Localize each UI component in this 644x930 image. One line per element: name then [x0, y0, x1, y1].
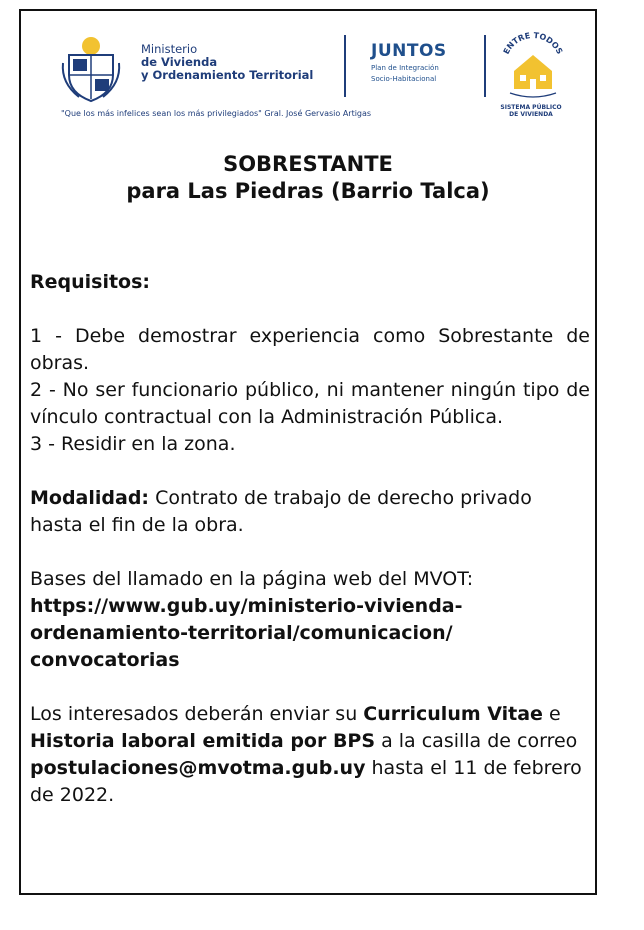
juntos-logo — [371, 41, 447, 83]
title-line-2: para Las Piedras (Barrio Talca) — [126, 179, 490, 203]
requisito-3: 3 - Residir en la zona. — [30, 433, 236, 455]
sistema-line-2: DE VIVIENDA — [509, 111, 553, 118]
requisito-2: 2 - No ser funcionario público, ni mantener ningún tipo de vínculo contractual con la Administración Pública. — [30, 379, 590, 428]
ministry-line-2: de Vivienda — [141, 55, 218, 69]
logo-divider — [344, 35, 346, 97]
svg-text:ENTRE TODOS — [502, 31, 565, 56]
ad-frame — [19, 9, 597, 895]
entre-todos-houses-icon — [498, 31, 568, 101]
requisito-1: 1 - Debe demostrar experiencia como Sobrestante de obras. — [30, 325, 590, 374]
sistema-publico-label — [491, 104, 571, 118]
interesados-part-4: hasta el 11 de febrero de 2022. — [30, 757, 582, 806]
bases-url-line-3[interactable]: convocatorias — [30, 649, 180, 671]
ad-body — [30, 269, 590, 809]
bases-url-line-1[interactable]: https://www.gub.uy/ministerio-vivienda- — [30, 595, 463, 617]
bases-url-line-2[interactable]: ordenamiento-territorial/comunicacion/ — [30, 622, 453, 644]
historia-laboral-label: Historia laboral emitida por BPS — [30, 730, 376, 752]
entre-todos-label: ENTRE TODOS — [501, 31, 565, 56]
interesados-paragraph — [30, 701, 590, 809]
juntos-subtitle-2: Socio-Habitacional — [371, 75, 437, 83]
ad-title — [21, 151, 595, 205]
modalidad-paragraph — [30, 485, 590, 539]
sistema-line-1: SISTEMA PÚBLICO — [500, 104, 562, 111]
title-line-1: SOBRESTANTE — [223, 152, 393, 176]
interesados-part-3: a la casilla de correo — [375, 730, 578, 752]
artigas-quote: "Que los más infelices sean los más privilegiados" Gral. José Gervasio Artigas — [61, 109, 372, 118]
ministry-line-3: y Ordenamiento Territorial — [141, 68, 314, 82]
ministry-logo-text — [141, 43, 313, 82]
header-logos — [21, 11, 595, 131]
interesados-part-1: Los interesados deberán enviar su — [30, 703, 364, 725]
requisitos-heading: Requisitos: — [30, 271, 151, 293]
juntos-subtitle-1: Plan de Integración — [371, 64, 439, 72]
curriculum-vitae-label: Curriculum Vitae — [363, 703, 543, 725]
juntos-title: JUNTOS — [371, 41, 447, 61]
uruguay-coat-of-arms-icon — [59, 33, 123, 103]
modalidad-text: Contrato de trabajo de derecho privado hasta el fin de la obra. — [30, 487, 532, 536]
modalidad-label: Modalidad: — [30, 487, 150, 509]
ministry-line-1: Ministerio — [141, 42, 198, 56]
bases-text: Bases del llamado en la página web del MVOT: — [30, 568, 474, 590]
logo-divider-2 — [484, 35, 486, 97]
email-address[interactable]: postulaciones@mvotma.gub.uy — [30, 757, 366, 779]
interesados-part-2: e — [542, 703, 561, 725]
